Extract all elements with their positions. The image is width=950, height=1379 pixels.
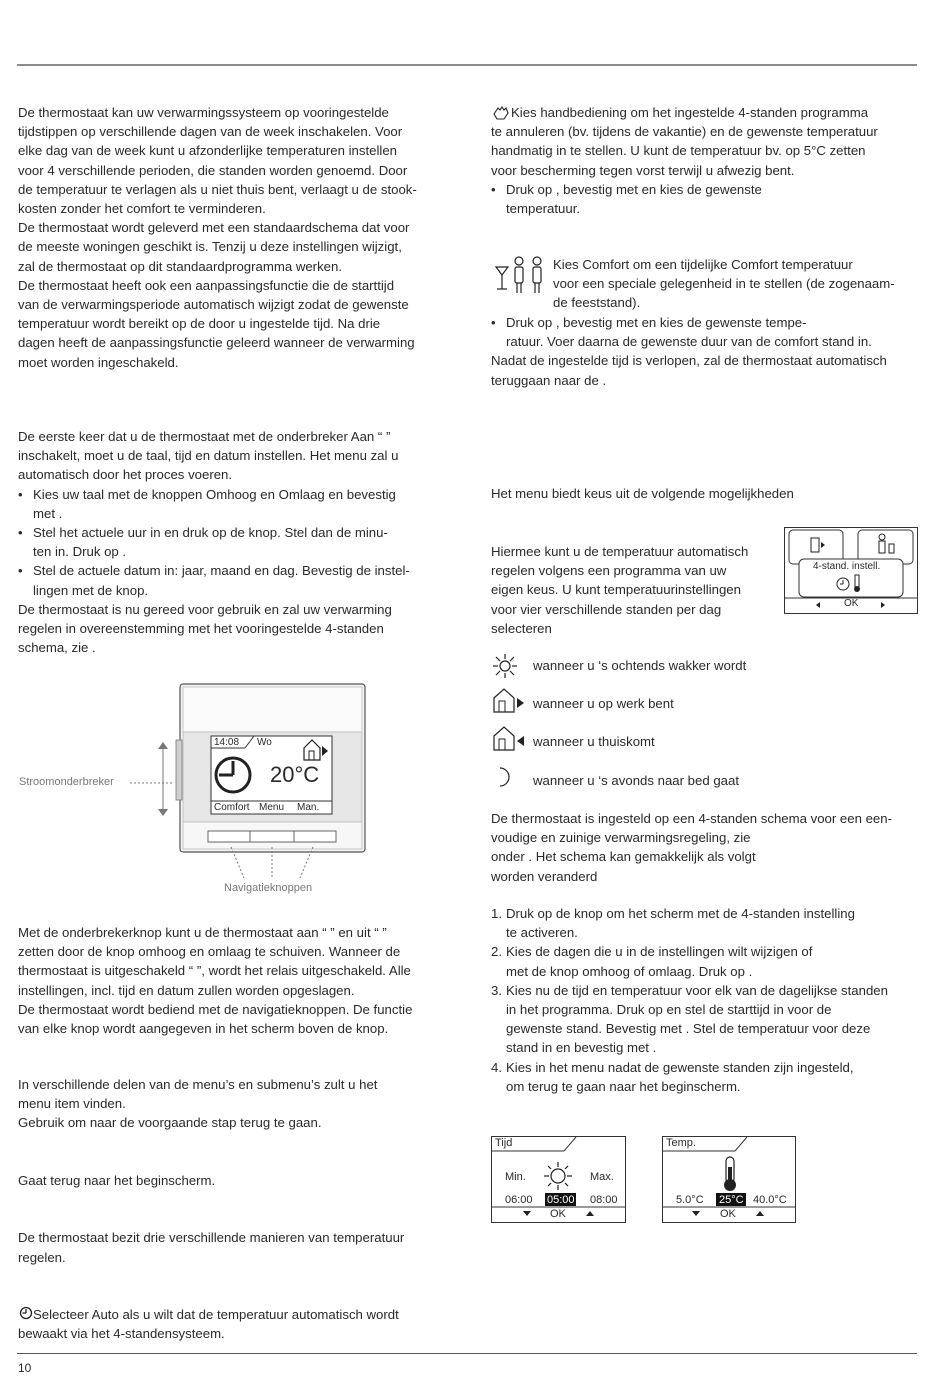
menu-options-text: Het menu biedt keus uit de volgende mogelijkheden (491, 486, 794, 501)
schedule-section: De thermostaat is ingesteld op een 4-standen schema voor een een- voudige en zuinige verwarmingsregeling, zie onder . Het schema kan gemakkelijk als volgt worden veranderd (491, 811, 892, 884)
home-text: Gaat terug naar het beginscherm. (18, 1173, 216, 1188)
step-1: 1. Druk op de knop om het scherm met de 4-standen instelling te activeren. (491, 906, 855, 941)
time-screen-max: Max. (590, 1171, 614, 1183)
switch-section: Met de onderbrekerknop kunt u de thermostaat aan “ ” en uit “ ” zetten door de knop omhoog en omlaag te schuiven. Wanneer de thermostaat is uitgeschakeld “ ”, wordt het relais uitgeschakeld. Alle instellingen, incl. tijd en datum zullen worden opgeslagen. De thermostaat wordt bediend met de navigatieknoppen. De functie van elke knop wordt aangegeven in het scherm boven de knop. (18, 925, 413, 1037)
menu-screen (784, 527, 918, 614)
menu-section: In verschillende delen van de menu’s en submenu’s zult u het menu item vinden. Gebruik om naar de voorgaande stap terug te gaan. (18, 1077, 378, 1131)
label-stroomonderbreker: Stroomonderbreker (19, 776, 114, 788)
time-screen-max-value: 08:00 (590, 1194, 618, 1206)
device-day: Wo (257, 737, 272, 748)
sun-icon (492, 653, 518, 679)
temp-screen (662, 1136, 796, 1223)
temp-screen-ok: OK (720, 1208, 736, 1220)
comfort-section: Kies Comfort om een tijdelijke Comfort temperatuur voor een speciale gelegenheid in te stellen (de zogenaam- de feeststand). (553, 257, 895, 311)
moon-icon (494, 766, 512, 788)
device-softkey-man: Man. (297, 802, 320, 813)
label-navigatieknoppen: Navigatieknoppen (224, 882, 313, 894)
device-time: 14:08 (214, 737, 240, 748)
house-leave-icon (492, 688, 528, 714)
time-screen-title: Tijd (495, 1137, 513, 1149)
manual-section: Kies handbediening om het ingestelde 4-standen programma te annuleren (bv. tijdens de vakantie) en de gewenste temperatuur handmatig in te stellen. U kunt de temperatuur bv. op 5°C zetten voor bescherming tegen vorst terwijl u afwezig bent. • Druk op , bevestig met en kies de gewenste temperatuur. (491, 103, 921, 218)
house-return-icon (492, 726, 528, 752)
temp-screen-max-value: 40.0°C (753, 1194, 787, 1206)
event-home: wanneer u thuiskomt (533, 734, 655, 749)
time-screen-ok: OK (550, 1208, 566, 1220)
step-3: 3. Kies nu de tijd en temperatuur voor elk van de dagelijkse standen in het programma. Druk op en stel de starttijd in voor de gewenste stand. Bevestig met . Stel de temperatuur voor deze stand in en bevestig met . (491, 982, 888, 1056)
intro-paragraph: De thermostaat kan uw verwarmingssysteem op vooringestelde tijdstippen op verschillende dagen van de week inschakelen. Voor elke dag van de week kunt u afzonderlijke temperaturen instellen voor 4 verschillende perioden, die standen worden genoemd. Door de temperatuur te verlagen als u niet thuis bent, verlaagt u de stook- kosten zonder het comfort te verminderen. De thermostaat wordt geleverd met een standaardschema dat voor de meeste woningen geschikt is. Tenzij u deze instellingen wijzigt, zal de thermostaat op dit standaardprogramma werken. De thermostaat heeft ook een aanpassingsfunctie die de starttijd van de verwarmingsperiode automatisch wijzigt zodat de gewenste temperatuur wordt bereikt op de door u ingestelde tijd. Na drie dagen heeft de aanpassingsfunctie geleerd wanneer de verwarming moet worden ingeschakeld. (18, 105, 417, 370)
device-softkey-comfort: Comfort (214, 802, 250, 813)
temp-screen-title: Temp. (666, 1137, 696, 1149)
menu-screen-label: 4-stand. instell. (813, 561, 881, 572)
time-screen-current-value: 05:00 (547, 1194, 575, 1206)
menu-screen-ok: OK (844, 598, 859, 609)
temp-screen-min-value: 5.0°C (676, 1194, 704, 1206)
device-temperature: 20°C (270, 762, 320, 787)
bottom-rule (17, 1353, 917, 1354)
auto-section: Selecteer Auto als u wilt dat de temperatuur automatisch wordt bewaakt via het 4-standensysteem. (18, 1307, 399, 1342)
first-use-section: De eerste keer dat u de thermostaat met de onderbreker Aan “ ” inschakelt, moet u de taal, tijd en datum instellen. Het menu zal u automatisch door het proces voeren. • Kies uw taal met de knoppen Omhoog en Omlaag en bevestig met . • Stel het actuele uur in en druk op de knop. Stel dan de minu- ten in. Druk op . • Stel de actuele datum in: jaar, maand en dag. Bevestig de instel- lingen met de knop. De thermostaat is nu gereed voor gebruik en zal uw verwarming regelen in overeenstemming met het vooringestelde 4-standen schema, zie . (18, 427, 448, 657)
device-softkey-menu: Menu (259, 802, 285, 813)
time-screen (491, 1136, 626, 1223)
comfort-party-icon (493, 255, 549, 295)
modes-section: De thermostaat bezit drie verschillende manieren van temperatuur regelen. (18, 1230, 405, 1265)
comfort-instructions: • Druk op , bevestig met en kies de gewenste tempe- ratuur. Voer daarna de gewenste duur van de comfort stand in. Nadat de ingestelde tijd is verlopen, zal de thermostaat automatisch teruggaan naar de . (491, 313, 921, 390)
steps-list (491, 904, 921, 1096)
event-work: wanneer u op werk bent (533, 696, 674, 711)
temp-screen-current-value: 25°C (719, 1194, 744, 1206)
event-sleep: wanneer u ‘s avonds naar bed gaat (533, 773, 740, 788)
time-screen-min: Min. (505, 1171, 526, 1183)
step-4: 4. Kies in het menu nadat de gewenste standen zijn ingesteld, om terug te gaan naar het beginscherm. (491, 1059, 854, 1094)
program-section: Hiermee kunt u de temperatuur automatisch regelen volgens een programma van uw eigen keus. U kunt temperatuurinstellingen voor vier verschillende standen per dag selecteren (491, 544, 749, 636)
step-2: 2. Kies de dagen die u in de instellingen wilt wijzigen of met de knop omhoog of omlaag. Druk op . (491, 944, 813, 979)
time-screen-min-value: 06:00 (505, 1194, 533, 1206)
page-number: 10 (18, 1361, 32, 1375)
event-wake: wanneer u ‘s ochtends wakker wordt (533, 658, 747, 673)
